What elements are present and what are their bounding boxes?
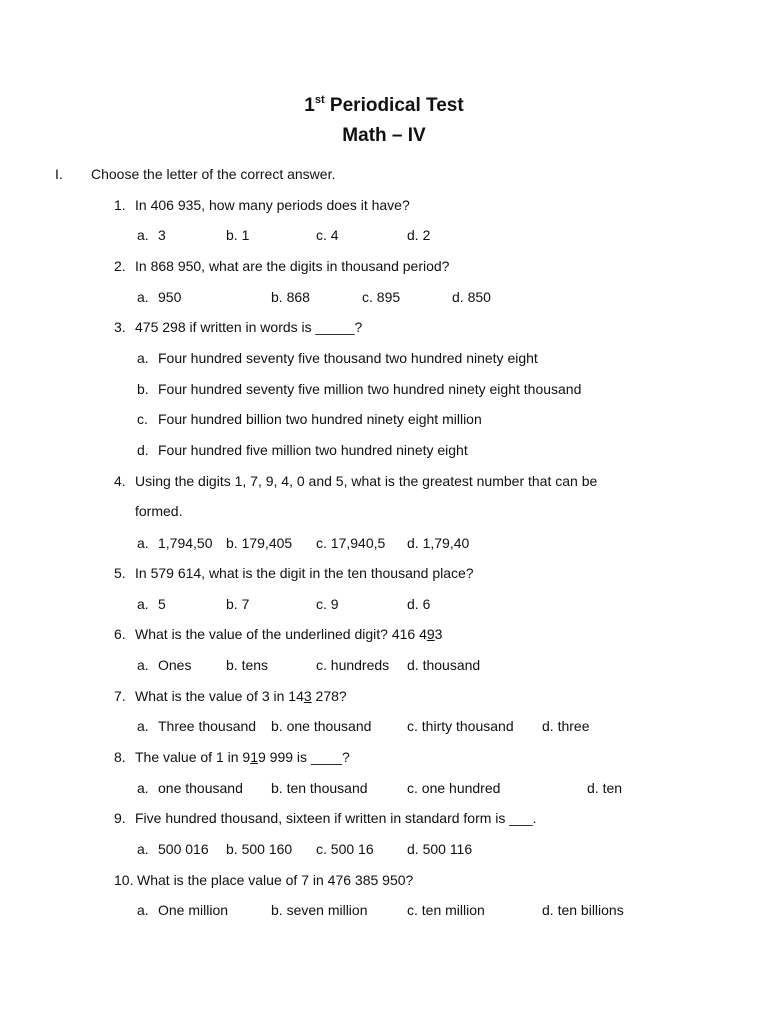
choice-b: b. 1 — [226, 227, 250, 243]
choice-letter: a. — [137, 657, 149, 673]
choice-b: b. 500 160 — [226, 841, 293, 857]
choice-d: d. 500 116 — [407, 841, 473, 857]
choice-letter: a. — [137, 718, 149, 734]
choice-letter: b. — [137, 381, 149, 397]
question-number: 6. — [114, 626, 126, 642]
question-number: 4. — [114, 473, 126, 489]
question-number: 8. — [114, 749, 126, 765]
question-number: 5. — [114, 565, 126, 581]
page-subtitle: Math – IV — [342, 125, 426, 146]
question-number: 1. — [114, 197, 126, 213]
choice-d: d. 2 — [407, 227, 431, 243]
choice-c: c. 9 — [316, 596, 339, 612]
choice-c: c. one hundred — [407, 780, 501, 796]
question-text: What is the value of 3 in 143 278? — [135, 688, 347, 704]
choice-letter: a. — [137, 535, 149, 551]
page-title: 1st Periodical Test — [304, 94, 464, 116]
choice-d: d. 850 — [452, 289, 491, 305]
choice-letter: a. — [137, 350, 149, 366]
choice-d: d. ten billions — [542, 902, 624, 918]
question-number: 2. — [114, 258, 126, 274]
question-number: 9. — [114, 810, 126, 826]
question-text: What is the value of the underlined digit? 416 493 — [135, 626, 443, 642]
choice-a: 500 016 — [158, 841, 209, 857]
choice-c: c. ten million — [407, 902, 485, 918]
question-text: In 579 614, what is the digit in the ten thousand place? — [135, 565, 474, 581]
question-text: In 406 935, how many periods does it have? — [135, 197, 410, 213]
choice-letter: a. — [137, 902, 149, 918]
question-text: What is the place value of 7 in 476 385 950? — [137, 872, 414, 888]
choice-c: Four hundred billion two hundred ninety eight million — [158, 411, 482, 427]
choice-a: One million — [158, 902, 229, 918]
choice-b: b. ten thousand — [271, 780, 368, 796]
choice-c: c. thirty thousand — [407, 718, 514, 734]
question-text: Five hundred thousand, sixteen if written in standard form is ___. — [135, 810, 537, 826]
question-number: 3. — [114, 319, 126, 335]
choice-b: b. 868 — [271, 289, 310, 305]
question-text: In 868 950, what are the digits in thousand period? — [135, 258, 450, 274]
choice-letter: a. — [137, 227, 149, 243]
question-text-continued: formed. — [135, 503, 183, 519]
choice-d: d. thousand — [407, 657, 481, 673]
choice-letter: a. — [137, 289, 149, 305]
choice-b: b. 179,405 — [226, 535, 293, 551]
question-number: 7. — [114, 688, 126, 704]
choice-letter: a. — [137, 596, 149, 612]
section-numeral: I. — [55, 166, 63, 182]
question-text: Using the digits 1, 7, 9, 4, 0 and 5, what is the greatest number that can be — [135, 473, 598, 489]
question-text: 475 298 if written in words is _____? — [135, 319, 363, 335]
underlined-digit: 3 — [303, 688, 312, 704]
choice-d: d. three — [542, 718, 590, 734]
underlined-digit: 1 — [250, 749, 258, 765]
choice-c: c. 895 — [362, 289, 401, 305]
choice-d: d. 1,79,40 — [407, 535, 470, 551]
choice-a: 1,794,50 — [158, 535, 213, 551]
choice-c: c. 4 — [316, 227, 339, 243]
choice-c: c. 17,940,5 — [316, 535, 386, 551]
choice-c: c. hundreds — [316, 657, 390, 673]
choice-a: Four hundred seventy five thousand two hundred ninety eight — [158, 350, 538, 366]
question-number: 10. — [114, 872, 134, 888]
question-text: The value of 1 in 919 999 is ____? — [135, 749, 350, 765]
choice-letter: a. — [137, 841, 149, 857]
choice-a: Three thousand — [158, 718, 257, 734]
section-instruction: Choose the letter of the correct answer. — [91, 166, 336, 182]
choice-b: b. tens — [226, 657, 269, 673]
choice-b: b. 7 — [226, 596, 250, 612]
choice-letter: a. — [137, 780, 149, 796]
choice-a: one thousand — [158, 780, 243, 796]
choice-a: 950 — [158, 289, 182, 305]
choice-d: Four hundred five million two hundred ninety eight — [158, 442, 468, 458]
underlined-digit: 9 — [426, 626, 435, 642]
choice-a: 5 — [158, 596, 166, 612]
choice-letter: c. — [137, 411, 148, 427]
choice-c: c. 500 16 — [316, 841, 374, 857]
choice-d: d. ten — [587, 780, 623, 796]
choice-a: 3 — [158, 227, 166, 243]
choice-letter: d. — [137, 442, 149, 458]
choice-b: b. seven million — [271, 902, 368, 918]
choice-b: b. one thousand — [271, 718, 372, 734]
choice-a: Ones — [158, 657, 192, 673]
choice-b: Four hundred seventy five million two hundred ninety eight thousand — [158, 381, 582, 397]
choice-d: d. 6 — [407, 596, 431, 612]
